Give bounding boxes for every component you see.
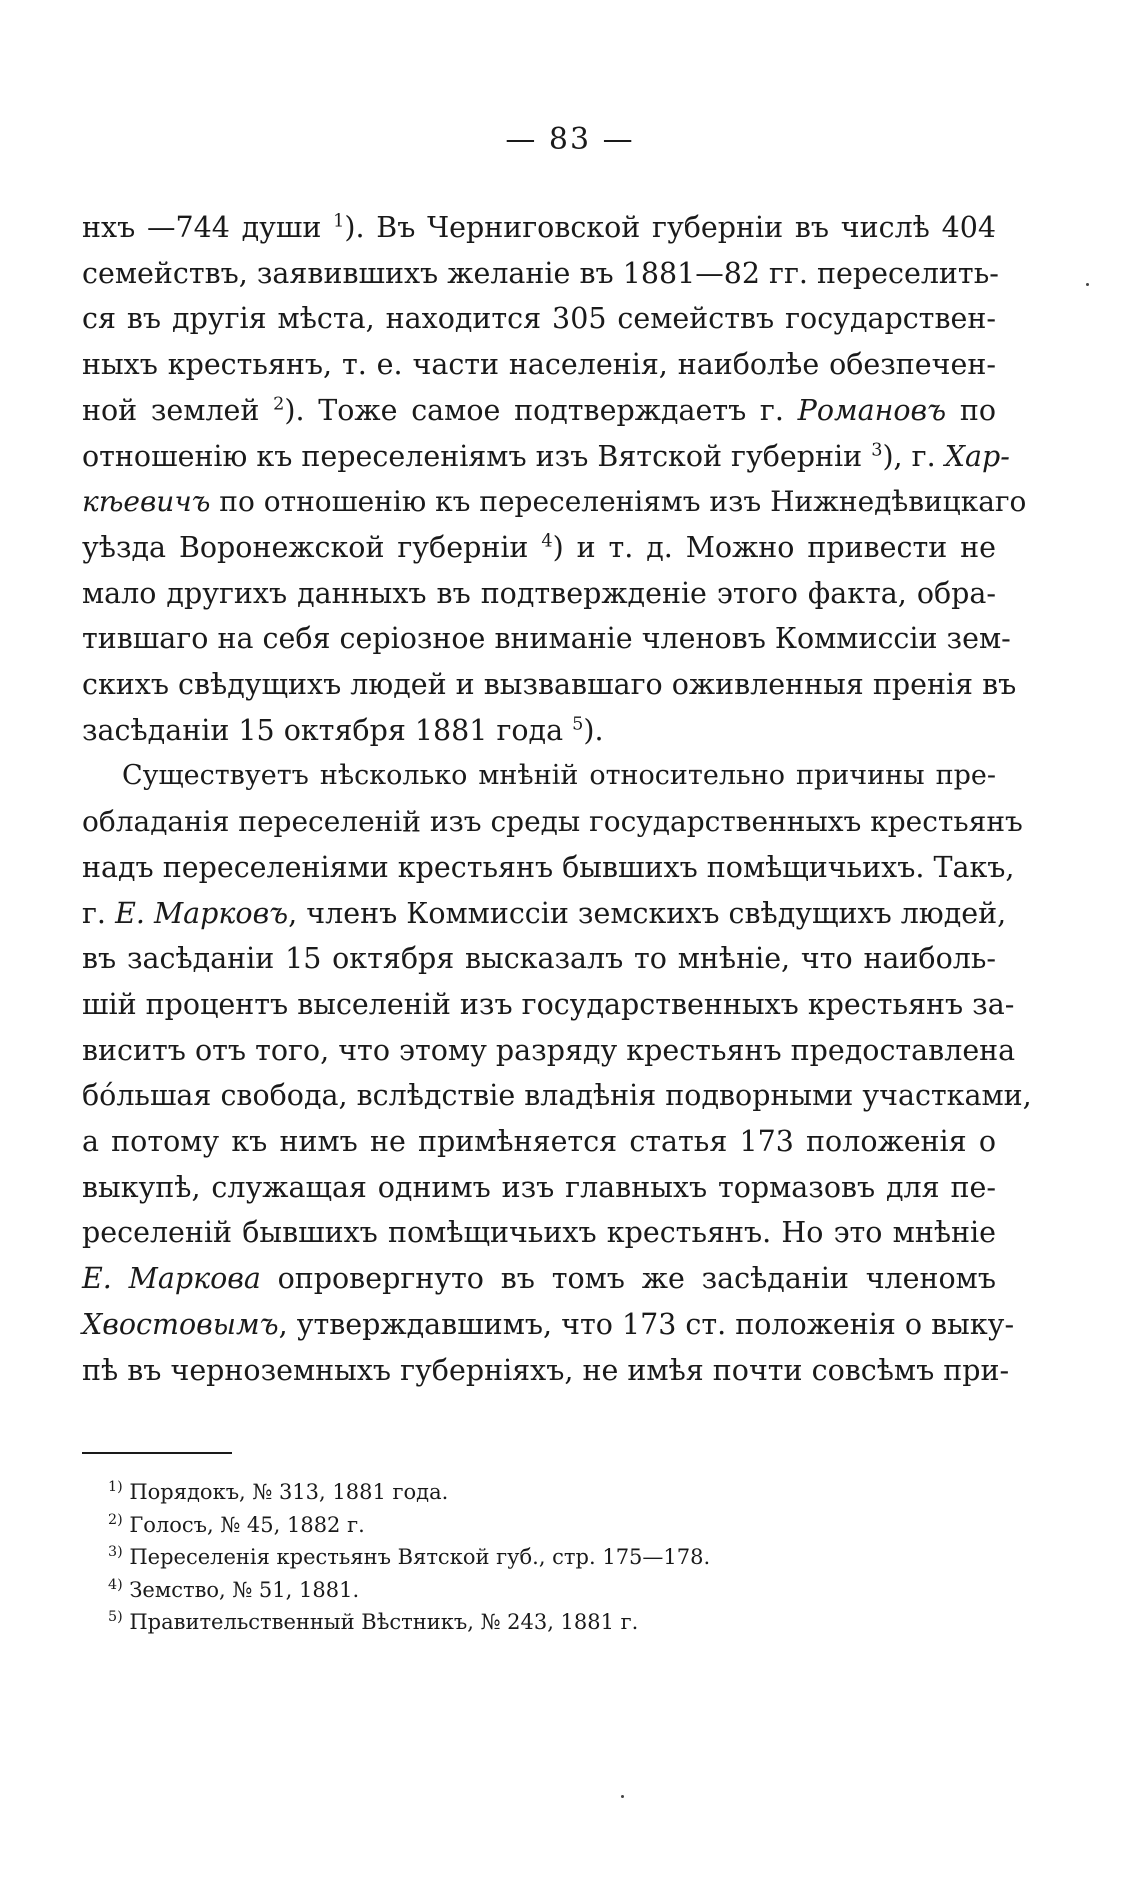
text-line [82,434,1010,480]
text-line [82,753,996,799]
text-line [82,936,996,982]
text-line [82,388,996,434]
text-segment: виситъ отъ того, что этому разряду крестьянъ предоставлена [82,1033,1016,1067]
footnote-text: Порядокъ, № 313, 1881 года. [129,1480,449,1504]
text-segment: по отношенію къ переселеніямъ изъ Нижнедѣвицкаго [210,485,1027,519]
text-line [82,891,1007,937]
text-line [82,1348,1010,1394]
footnote-mark: 5) [108,1609,123,1625]
footnote [108,1541,908,1574]
text-line [82,616,1011,662]
text-segment: реселеній бывшихъ помѣщичьихъ крестьянъ. Но это мнѣніе [82,1216,996,1250]
footnote-ref: 4 [541,531,553,552]
text-line [82,1210,996,1256]
text-line [82,251,999,297]
footnote-ref: 2 [273,394,285,415]
footnote-text: Голосъ, № 45, 1882 г. [129,1512,365,1537]
text-segment: въ засѣданіи 15 октября высказалъ то мнѣніе, что наиболь- [82,942,996,976]
print-speck [1086,283,1089,286]
footnote-mark: 3) [108,1544,123,1560]
text-line [82,1302,1015,1348]
footnote [108,1574,908,1607]
text-segment: засѣданіи 15 октября 1881 года [82,713,573,747]
footnote-ref: 3 [871,440,883,461]
text-segment: , членъ Коммиссіи земскихъ свѣдущихъ людей, [288,896,1007,930]
text-segment: обладанія переселеній изъ среды государственныхъ крестьянъ [82,805,1023,839]
text-segment: ). Въ Черниговской губерніи въ числѣ 404 [344,211,997,244]
text-segment: ) и т. д. Можно привести не [552,530,996,564]
text-segment: , утверждавшимъ, что 173 ст. положенія о выку- [278,1307,1015,1341]
footnote-text: Правительственный Вѣстникъ, № 243, 1881 г. [129,1610,639,1634]
text-line [82,662,1017,708]
text-line [82,1165,996,1211]
text-segment: тившаго на себя серіозное вниманіе членовъ Коммиссіи зем- [82,622,1011,656]
text-segment: ной землей [82,393,274,427]
text-line [82,205,996,251]
text-line [82,342,996,388]
italic-name: Е. Марковъ [115,896,289,930]
text-segment: надъ переселеніями крестьянъ бывшихъ помѣщичьихъ. Такъ, [82,850,1015,884]
text-segment: ). [583,713,604,747]
text-segment: Существуетъ нѣсколько мнѣній относительно причины пре- [122,760,996,792]
footnote [108,1476,908,1509]
page-number: — 83 — [505,122,635,157]
text-line [82,1119,996,1165]
text-line [82,982,1015,1028]
footnote [108,1509,908,1542]
body-text [82,205,1032,1393]
text-line [82,1256,996,1302]
print-speck [621,1795,624,1798]
text-segment: нхъ —744 души [82,211,334,244]
text-line [82,571,996,617]
italic-name: Е. Маркова [82,1262,261,1296]
footnote-text: Земство, № 51, 1881. [129,1577,360,1602]
footnote-divider [82,1452,232,1454]
text-segment: опровергнуто въ томъ же засѣданіи членомъ [260,1262,996,1296]
text-line [82,479,1027,525]
text-segment: отношенію къ переселеніямъ изъ Вятской губерніи [82,439,872,473]
text-line [82,1028,1016,1074]
italic-name: Романовъ [797,393,947,427]
text-segment: ), г. [882,439,945,473]
italic-name: Хвостовымъ [82,1307,279,1341]
text-segment: г. [82,896,116,930]
italic-name: Хар- [944,439,1010,473]
text-line [82,845,1015,891]
text-segment: ). Тоже самое подтверждаетъ г. [284,393,798,427]
text-segment: семействъ, заявившихъ желаніе въ 1881—82 гг. переселить- [82,256,999,290]
text-line [82,525,996,571]
text-segment: скихъ свѣдущихъ людей и вызвавшаго оживленныя пренія въ [82,668,1017,702]
footnote-ref: 1 [333,211,345,232]
italic-name: кѣевичъ [82,485,211,519]
footnote-mark: 4) [108,1576,123,1593]
text-segment: уѣзда Воронежской губерніи [82,530,542,564]
text-line [82,296,996,342]
text-line [82,799,1023,845]
text-segment: ся въ другія мѣста, находится 305 семействъ государствен- [82,302,996,336]
text-line [82,1073,1032,1119]
text-segment: ныхъ крестьянъ, т. е. части населенія, наиболѣе обезпечен- [82,348,996,382]
text-segment: выкупѣ, служащая однимъ изъ главныхъ тормазовъ для пе- [82,1170,996,1204]
text-line [82,708,996,754]
text-segment: а потому къ нимъ не примѣняется статья 173 положенія о [82,1125,996,1159]
footnote [108,1606,908,1639]
text-segment: бо́льшая свобода, вслѣдствіе владѣнія подворными участками, [82,1079,1032,1113]
text-segment: мало другихъ данныхъ въ подтвержденіе этого факта, обра- [82,576,996,610]
text-segment: шій процентъ выселеній изъ государственныхъ крестьянъ за- [82,987,1015,1021]
footnote-ref: 5 [572,714,584,735]
text-segment: по [946,393,996,427]
footnote-mark: 2) [108,1511,123,1528]
footnote-text: Переселенія крестьянъ Вятской губ., стр. 175—178. [129,1545,711,1569]
footnote-mark: 1) [108,1479,123,1495]
text-segment: пѣ въ черноземныхъ губерніяхъ, не имѣя почти совсѣмъ при- [82,1353,1010,1387]
footnotes [108,1476,908,1639]
